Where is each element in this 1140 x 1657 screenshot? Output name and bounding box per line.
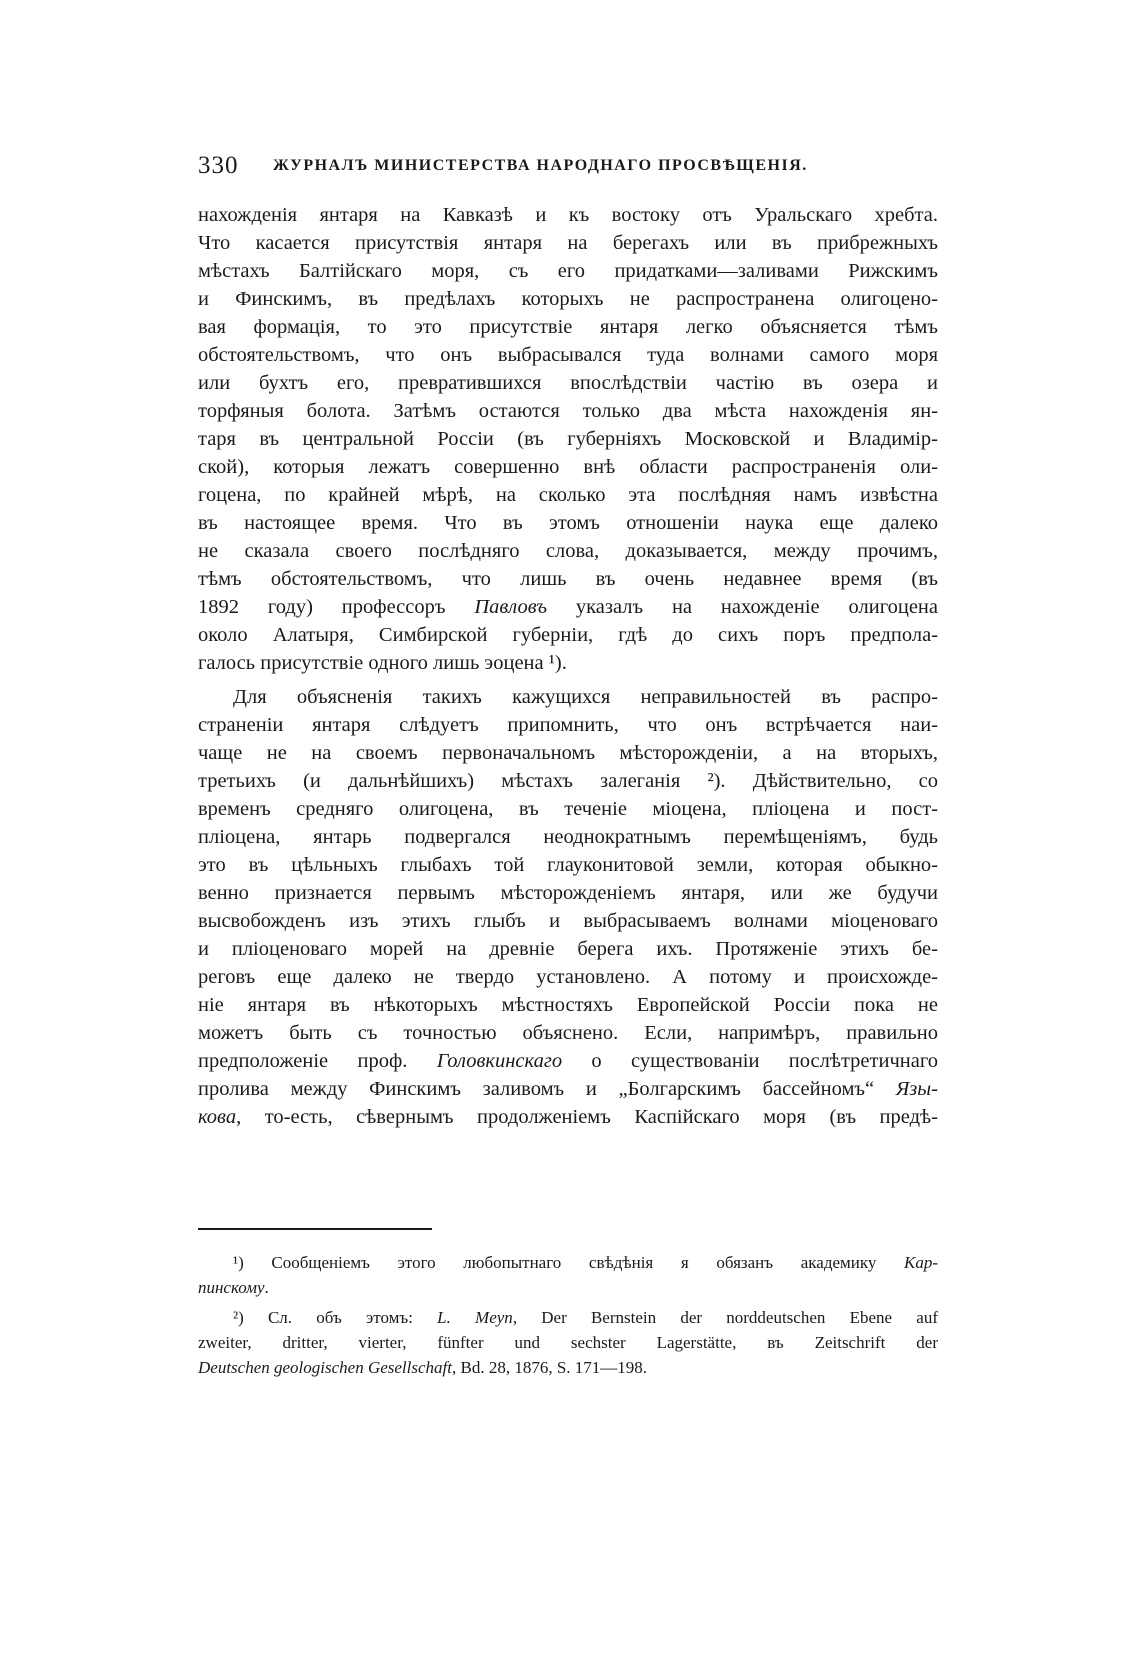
text-line: вая формація, то это присутствіе янтаря легко объясняется тѣмъ <box>198 316 938 338</box>
text-line: галось присутствіе одного лишь эоцена ¹). <box>198 652 567 674</box>
text-run: . <box>264 1278 269 1297</box>
footnote-line <box>233 1305 938 1331</box>
author-name: Головкинскаго <box>436 1050 563 1072</box>
author-name: пинскому <box>198 1278 265 1297</box>
text-line: не сказала своего послѣдняго слова, доказывается, между прочимъ, <box>198 540 938 562</box>
text-line: и пліоценоваго морей на древніе берега ихъ. Протяженіе этихъ бе- <box>198 938 938 960</box>
footnote-line: zweiter, dritter, vierter, fünfter und sechster Lagerstätte, въ Zeitschrift der <box>198 1333 938 1352</box>
text-line <box>198 592 938 622</box>
page-number: 330 <box>198 152 239 179</box>
text-line: страненіи янтаря слѣдуетъ припомнить, что онъ встрѣчается наи- <box>198 714 938 736</box>
text-line: торфяныя болота. Затѣмъ остаются только два мѣста нахожденія ян- <box>198 400 938 422</box>
text-line: таря въ центральной Россіи (въ губерніяхъ Московской и Владимір- <box>198 428 938 450</box>
text-line <box>198 1046 938 1076</box>
text-line: обстоятельствомъ, что онъ выбрасывался туда волнами самого моря <box>198 344 938 366</box>
text-run: указалъ на нахожденіе олигоцена <box>547 596 938 618</box>
text-line: венно признается первымъ мѣсторожденіемъ янтаря, или же будучи <box>198 882 938 904</box>
running-head: ЖУРНАЛЪ МИНИСТЕРСТВА НАРОДНАГО ПРОСВѢЩЕНІЯ. <box>273 157 808 174</box>
journal-title: Deutschen geologischen Gesellschaft <box>198 1358 452 1377</box>
text-line <box>198 1074 938 1104</box>
author-name: Язы- <box>895 1078 938 1100</box>
text-line: это въ цѣльныхъ глыбахъ той глауконитовой земли, которая обыкно- <box>198 854 938 876</box>
text-line: высвобожденъ изъ этихъ глыбъ и выбрасываемъ волнами міоценоваго <box>198 910 938 932</box>
footnote-line <box>198 1275 938 1301</box>
text-line: реговъ еще далеко не твердо установлено. А потому и происхожде- <box>198 966 938 988</box>
text-line: и Финскимъ, въ предѣлахъ которыхъ не распространена олигоцено- <box>198 288 938 310</box>
footnote-line <box>198 1355 938 1381</box>
text-run: пролива между Финскимъ заливомъ и „Болгарскимъ бассейномъ“ <box>198 1078 896 1100</box>
text-line: мѣстахъ Балтійскаго моря, съ его придатками—заливами Рижскимъ <box>198 260 938 282</box>
text-line: временъ средняго олигоцена, въ теченіе міоцена, пліоцена и пост- <box>198 798 938 820</box>
author-name: L. Meyn <box>437 1308 513 1327</box>
text-line: можетъ быть съ точностью объяснено. Если, напримѣръ, правильно <box>198 1022 938 1044</box>
text-run: предположеніе проф. <box>198 1050 437 1072</box>
text-line: нахожденія янтаря на Кавказѣ и къ востоку отъ Уральскаго хребта. <box>198 204 938 226</box>
text-run: , Der Bernstein der norddeutschen Ebene auf <box>512 1308 938 1327</box>
text-line: или бухтъ его, превратившихся впослѣдствіи частію въ озера и <box>198 372 938 394</box>
text-run: , то-есть, сѣвернымъ продолженіемъ Каспійскаго моря (въ предѣ- <box>236 1106 938 1128</box>
text-line: пліоцена, янтарь подвергался неоднократнымъ перемѣщеніямъ, будь <box>198 826 938 848</box>
text-line: въ настоящее время. Что въ этомъ отношеніи наука еще далеко <box>198 512 938 534</box>
text-line: Для объясненія такихъ кажущихся неправильностей въ распро- <box>233 686 938 708</box>
text-run: ²) Сл. объ этомъ: <box>233 1308 438 1327</box>
text-run: о существованіи послѣтретичнаго <box>562 1050 938 1072</box>
author-name: кова <box>198 1106 237 1128</box>
text-line: третьихъ (и дальнѣйшихъ) мѣстахъ залеганія ²). Дѣйствительно, со <box>198 770 938 792</box>
footnote-rule <box>198 1228 432 1230</box>
text-line: тѣмъ обстоятельствомъ, что лишь въ очень недавнее время (въ <box>198 568 938 590</box>
text-run: , Bd. 28, 1876, S. 171—198. <box>452 1358 648 1377</box>
author-name: Павловъ <box>474 596 548 618</box>
author-name: Кар- <box>904 1253 938 1272</box>
page-header <box>198 152 938 188</box>
text-line: ніе янтаря въ нѣкоторыхъ мѣстностяхъ Европейской Россіи пока не <box>198 994 938 1016</box>
text-line <box>198 1102 938 1132</box>
text-run: 1892 году) профессоръ <box>198 596 475 618</box>
text-run: ¹) Сообщеніемъ этого любопытнаго свѣдѣнія я обязанъ академику <box>233 1253 905 1272</box>
text-line: около Алатыря, Симбирской губерніи, гдѣ до сихъ поръ предпола- <box>198 624 938 646</box>
text-line: чаще не на своемъ первоначальномъ мѣсторожденіи, а на вторыхъ, <box>198 742 938 764</box>
footnote-line <box>233 1250 938 1276</box>
text-line: гоцена, по крайней мѣрѣ, на сколько эта послѣдняя намъ извѣстна <box>198 484 938 506</box>
text-line: ской), которыя лежатъ совершенно внѣ области распространенія оли- <box>198 456 938 478</box>
text-line: Что касается присутствія янтаря на берегахъ или въ прибрежныхъ <box>198 232 938 254</box>
